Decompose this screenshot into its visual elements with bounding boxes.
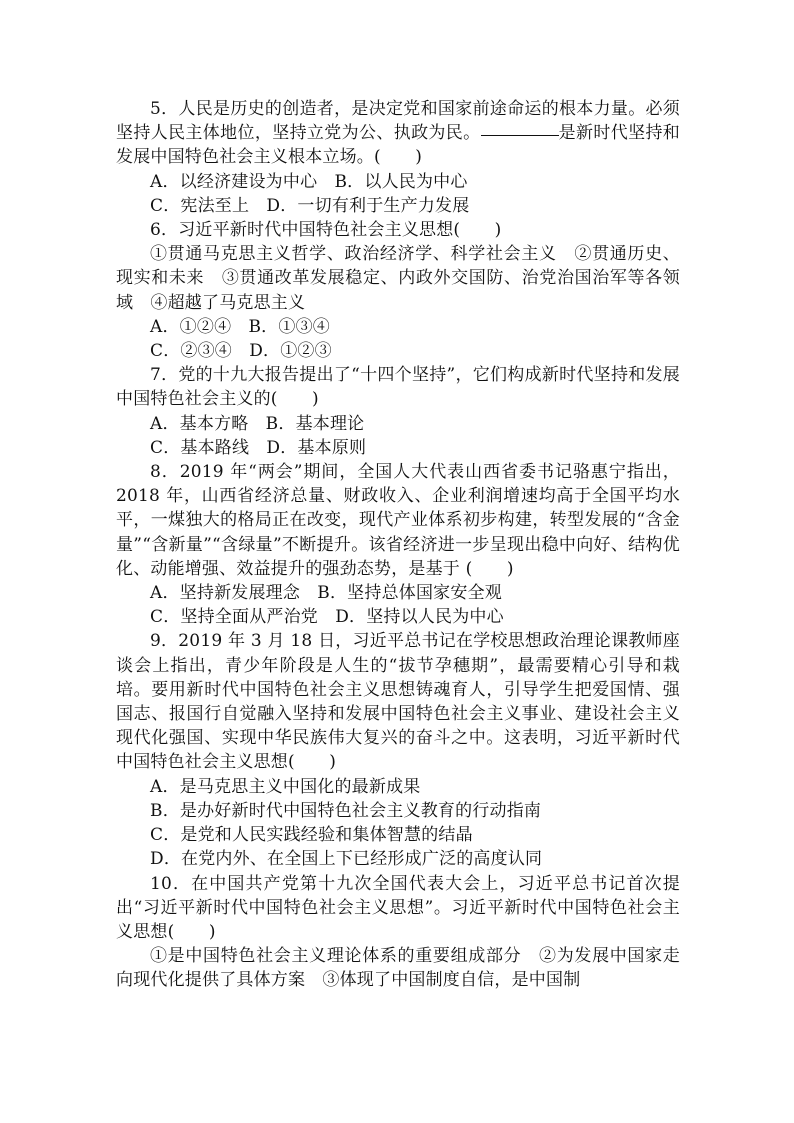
question-6-statements: ①贯通马克思主义哲学、政治经济学、科学社会主义 ②贯通历史、现实和未来 ③贯通改革发展稳定、内政外交国防、治党治国治军等各领域 ④超越了马克思主义 (116, 244, 680, 313)
question-10-statements: ①是中国特色社会主义理论体系的重要组成部分 ②为发展中国家走向现代化提供了具体方案 ③体现了中国制度自信，是中国制 (116, 946, 680, 991)
question-list (116, 97, 680, 993)
question-9-option-a: A．是马克思主义中国化的最新成果 (150, 776, 421, 797)
question-9-option-c: C．是党和人民实践经验和集体智慧的结晶 (150, 825, 473, 846)
question-6-options-ab: A．①②④ B．①③④ (150, 316, 330, 337)
question-8-options-cd: C．坚持全面从严治党 D．坚持以人民为中心 (150, 607, 504, 628)
question-6-stem: 6．习近平新时代中国特色社会主义思想( ) (150, 220, 502, 241)
question-5-stem-before: 5．人民是历史的创造者，是决定党和国家前途命运的根本力量。必须坚持人民主体地位，坚持立党为公、执政为民。 (116, 99, 680, 144)
question-10-stem: 10．在中国共产党第十九次全国代表大会上，习近平总书记首次提出“习近平新时代中国特色社会主义思想”。习近平新时代中国特色社会主义思想( ) (116, 873, 680, 942)
question-8-stem: 8．2019 年“两会”期间，全国人大代表山西省委书记骆惠宁指出，2018 年，山西省经济总量、财政收入、企业利润增速均高于全国平均水平，一煤独大的格局正在改变，现代产业体系初步构建，转型发展的“含金量”“含新量”“含绿量”不断提升。该省经济进一步呈现出稳中向好、结构优化、动能增强、效益提升的强劲态势，是基于 ( ) (116, 462, 680, 579)
question-9-option-b: B．是办好新时代中国特色社会主义教育的行动指南 (150, 800, 542, 821)
question-5-options-ab: A．以经济建设为中心 B．以人民为中心 (150, 171, 468, 192)
question-6-options-cd: C．②③④ D．①②③ (150, 341, 332, 362)
question-5-options-cd: C．宪法至上 D．一切有利于生产力发展 (150, 195, 470, 216)
question-7-options-ab: A．基本方略 B．基本理论 (150, 413, 365, 434)
question-7-stem: 7．党的十九大报告提出了“十四个坚持”，它们构成新时代坚持和发展中国特色社会主义的( ) (116, 365, 680, 410)
question-8-options-ab: A．坚持新发展理念 B．坚持总体国家安全观 (150, 583, 502, 604)
question-5-stem (116, 97, 680, 170)
question-7-options-cd: C．基本路线 D．基本原则 (150, 437, 367, 458)
question-9-stem: 9．2019 年 3 月 18 日，习近平总书记在学校思想政治理论课教师座谈会上指出，青少年阶段是人生的“拔节孕穗期”，最需要精心引导和栽培。要用新时代中国特色社会主义思想铸魂育人，引导学生把爱国情、强国志、报国行自觉融入坚持和发展中国特色社会主义事业、建设社会主义现代化强国、实现中华民族伟大复兴的奋斗之中。这表明，习近平新时代中国特色社会主义思想( ) (116, 631, 680, 773)
question-9-option-d: D．在党内外、在全国上下已经形成广泛的高度认同 (150, 849, 543, 870)
question-5-blank (481, 134, 559, 136)
question-5-stem-after: 是新时代坚持和发展中国特色社会主义根本立场。( ) (116, 123, 680, 168)
